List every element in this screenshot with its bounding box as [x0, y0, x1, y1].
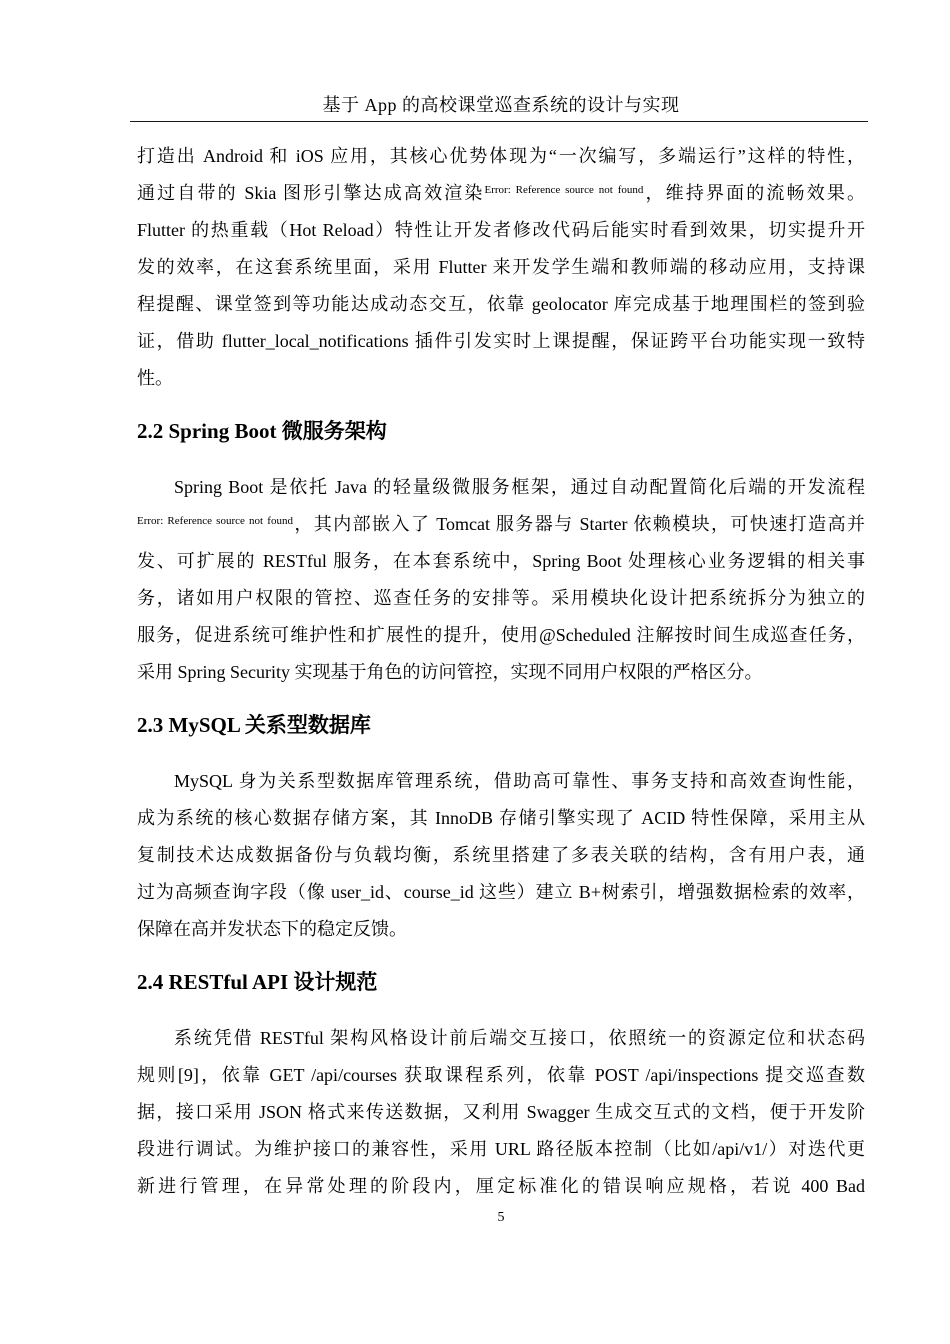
text-segment: 过为高频查询字段（像 user_id、course_id 这些）建立 B+树索引，增强数据检索的效率，	[137, 882, 865, 902]
text-line	[137, 323, 865, 360]
text-segment: Flutter 的热重载（Hot Reload）特性让开发者修改代码后能实时看到效果，切实提升开	[137, 220, 865, 240]
reference-error-field: Error: Reference source not found	[137, 515, 293, 527]
reference-error-field: Error: Reference source not found	[484, 184, 644, 196]
paragraph	[137, 138, 865, 397]
text-segment: 采用 Spring Security 实现基于角色的访问管控，实现不同用户权限的严格区分。	[137, 662, 763, 682]
text-segment: 发的效率，在这套系统里面，采用 Flutter 来开发学生端和教师端的移动应用，支持课	[137, 257, 865, 277]
page-header	[137, 0, 865, 122]
text-line	[137, 617, 865, 654]
text-line	[137, 654, 865, 691]
text-segment: 打造出 Android 和 iOS 应用，其核心优势体现为“一次编写，多端运行”这样的特性，	[137, 146, 865, 166]
text-line	[137, 800, 865, 837]
header-rule	[130, 121, 868, 122]
text-line	[137, 175, 865, 212]
text-segment: 保障在高并发状态下的稳定反馈。	[137, 919, 407, 939]
text-segment: 服务，促进系统可维护性和扩展性的提升，使用@Scheduled 注解按时间生成巡查任务，	[137, 625, 865, 645]
document-body	[137, 130, 865, 1205]
text-segment: 通过自带的 Skia 图形引擎达成高效渲染	[137, 183, 485, 203]
text-line	[137, 1094, 865, 1131]
text-segment: 程提醒、课堂签到等功能达成动态交互，依靠 geolocator 库完成基于地理围栏的签到验	[137, 294, 865, 314]
text-segment: MySQL 身为关系型数据库管理系统，借助高可靠性、事务支持和高效查询性能，	[174, 771, 865, 791]
text-segment: ，其内部嵌入了 Tomcat 服务器与 Starter 依赖模块，可快速打造高并	[292, 514, 865, 534]
text-line	[137, 506, 865, 543]
text-segment: ，维持界面的流畅效果。	[643, 183, 865, 203]
page-footer	[137, 1210, 865, 1226]
section-heading: 2.2 Spring Boot 微服务架构	[137, 419, 387, 443]
paragraph	[137, 763, 865, 948]
running-header-title: 基于 App 的高校课堂巡查系统的设计与实现	[322, 95, 680, 115]
text-segment: 系统凭借 RESTful 架构风格设计前后端交互接口，依照统一的资源定位和状态码	[174, 1028, 865, 1048]
text-segment: 据，接口采用 JSON 格式来传送数据，又利用 Swagger 生成交互式的文档，便于开发阶	[137, 1102, 865, 1122]
text-segment: 段进行调试。为维护接口的兼容性，采用 URL 路径版本控制（比如/api/v1/）对迭代更	[137, 1139, 865, 1159]
paragraph	[137, 1020, 865, 1205]
text-segment: 新进行管理，在异常处理的阶段内，厘定标准化的错误响应规格，若说 400 Bad	[137, 1176, 865, 1196]
text-segment: Spring Boot 是依托 Java 的轻量级微服务框架，通过自动配置简化后端的开发流程	[174, 477, 865, 497]
text-segment: 证，借助 flutter_local_notifications 插件引发实时上课提醒，保证跨平台功能实现一致特	[137, 331, 865, 351]
text-line	[137, 360, 865, 397]
text-line	[137, 212, 865, 249]
text-line	[137, 580, 865, 617]
text-segment: 成为系统的核心数据存储方案，其 InnoDB 存储引擎实现了 ACID 特性保障，采用主从	[137, 808, 865, 828]
text-line	[137, 249, 865, 286]
text-segment: 发、可扩展的 RESTful 服务，在本套系统中，Spring Boot 处理核心业务逻辑的相关事	[137, 551, 865, 571]
page-content-column	[137, 0, 865, 1226]
text-segment: 务，诸如用户权限的管控、巡查任务的安排等。采用模块化设计把系统拆分为独立的	[137, 588, 865, 608]
text-line	[137, 543, 865, 580]
text-line	[137, 469, 865, 506]
text-line	[137, 1057, 865, 1094]
text-line	[137, 763, 865, 800]
text-segment: 性。	[137, 368, 173, 388]
text-segment: 规则[9]，依靠 GET /api/courses 获取课程系列，依靠 POST /api/inspections 提交巡查数	[137, 1065, 865, 1085]
text-segment: 复制技术达成数据备份与负载均衡，系统里搭建了多表关联的结构，含有用户表，通	[137, 845, 865, 865]
section-heading: 2.3 MySQL 关系型数据库	[137, 713, 371, 737]
text-line	[137, 911, 865, 948]
section-heading: 2.4 RESTful API 设计规范	[137, 970, 378, 994]
text-line	[137, 837, 865, 874]
text-line	[137, 1020, 865, 1057]
text-line	[137, 874, 865, 911]
text-line	[137, 1168, 865, 1205]
page-number: 5	[497, 1210, 505, 1225]
paragraph	[137, 469, 865, 691]
text-line	[137, 138, 865, 175]
text-line	[137, 286, 865, 323]
text-line	[137, 1131, 865, 1168]
